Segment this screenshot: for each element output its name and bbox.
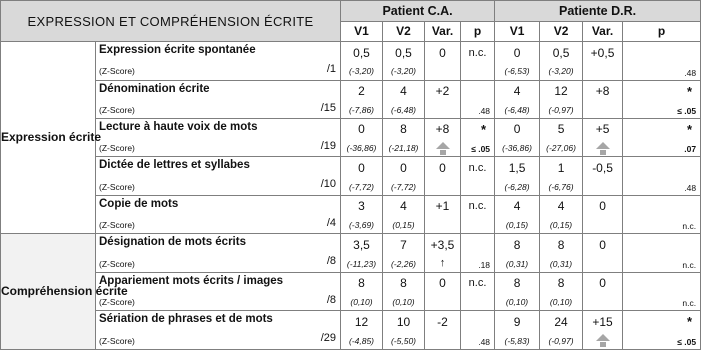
ca-v1-value: 12: [341, 311, 383, 333]
ca-z1-zscore: (-7,86): [341, 102, 383, 119]
ca-v1-value: 2: [341, 80, 383, 102]
ca-z2-zscore: (0,15): [383, 217, 425, 234]
increase-arrow-icon: [583, 140, 623, 157]
dr-v2-value: 1: [540, 157, 583, 179]
task-label: Lecture à haute voix de mots: [99, 120, 258, 133]
empty-cell: [425, 217, 461, 234]
dr-p-value: [623, 272, 701, 294]
task-label: Dictée de lettres et syllabes: [99, 159, 250, 172]
empty-cell: [425, 294, 461, 311]
empty-cell: [583, 255, 623, 272]
dr-p-value: *: [623, 118, 701, 140]
ca-var-value: +2: [425, 80, 461, 102]
ca-v2-value: 4: [383, 195, 425, 217]
ca-v1-value: 8: [341, 272, 383, 294]
max-score: /15: [320, 101, 336, 114]
dr-z2-zscore: (-0,97): [540, 332, 583, 349]
ca-z2-zscore: (-6,48): [383, 102, 425, 119]
dr-v2-value: 8: [540, 234, 583, 256]
ca-var-value: 0: [425, 42, 461, 64]
table-title: EXPRESSION ET COMPRÉHENSION ÉCRITE: [1, 1, 341, 42]
ca-p-value: n.c.: [461, 42, 495, 64]
col-v2-ca: V2: [383, 21, 425, 42]
ca-p-sub-value: [461, 217, 495, 234]
col-var-dr: Var.: [583, 21, 623, 42]
max-score: /8: [326, 293, 336, 306]
empty-cell: [425, 102, 461, 119]
zscore-label: (Z-Score): [99, 66, 135, 77]
dr-v1-value: 9: [495, 311, 540, 333]
task-label: Copie de mots: [99, 197, 179, 210]
ca-p-sub-value: .48: [461, 332, 495, 349]
col-v1-dr: V1: [495, 21, 540, 42]
dr-z1-zscore: (0,10): [495, 294, 540, 311]
max-score: /29: [320, 332, 336, 345]
max-score: /10: [320, 178, 336, 191]
ca-p-sub-value: ≤ .05: [461, 140, 495, 157]
ca-v1-value: 3,5: [341, 234, 383, 256]
ca-v2-value: 0,5: [383, 42, 425, 64]
patient-ca-header: Patient C.A.: [341, 1, 495, 22]
dr-z2-zscore: (-27,06): [540, 140, 583, 157]
dr-var-value: +5: [583, 118, 623, 140]
dr-p-sub-value: n.c.: [623, 217, 701, 234]
zscore-label: (Z-Score): [99, 181, 135, 192]
ca-v2-value: 8: [383, 272, 425, 294]
empty-cell: [425, 332, 461, 349]
ca-z1-zscore: (-3,69): [341, 217, 383, 234]
empty-cell: [583, 178, 623, 195]
dr-z1-zscore: (0,15): [495, 217, 540, 234]
dr-z1-zscore: (-6,28): [495, 178, 540, 195]
ca-p-sub-value: .18: [461, 255, 495, 272]
task-label: Expression écrite spontanée: [99, 44, 256, 57]
ca-var-value: +3,5: [425, 234, 461, 256]
zscore-label: (Z-Score): [99, 220, 135, 231]
ca-p-sub-value: [461, 63, 495, 80]
empty-cell: [583, 102, 623, 119]
dr-p-sub-value: .07: [623, 140, 701, 157]
increase-arrow-icon: [583, 332, 623, 349]
zscore-label: (Z-Score): [99, 335, 135, 346]
ca-p-value: n.c.: [461, 272, 495, 294]
ca-p-value: [461, 234, 495, 256]
dr-z2-zscore: (0,10): [540, 294, 583, 311]
ca-v1-value: 0: [341, 157, 383, 179]
ca-v2-value: 8: [383, 118, 425, 140]
dr-v1-value: 8: [495, 272, 540, 294]
ca-var-value: -2: [425, 311, 461, 333]
dr-p-value: [623, 42, 701, 64]
dr-p-value: [623, 195, 701, 217]
dr-v1-value: 8: [495, 234, 540, 256]
dr-v1-value: 1,5: [495, 157, 540, 179]
dr-p-sub-value: .48: [623, 63, 701, 80]
dr-v1-value: 0: [495, 118, 540, 140]
patient-dr-header: Patiente D.R.: [495, 1, 701, 22]
ca-z1-zscore: (-3,20): [341, 63, 383, 80]
max-score: /1: [326, 63, 336, 76]
dr-v2-value: 4: [540, 195, 583, 217]
dr-z2-zscore: (0,15): [540, 217, 583, 234]
increase-arrow-icon: [425, 140, 461, 157]
col-v2-dr: V2: [540, 21, 583, 42]
ca-z2-zscore: (0,10): [383, 294, 425, 311]
ca-v1-value: 0: [341, 118, 383, 140]
dr-v1-value: 0: [495, 42, 540, 64]
dr-p-value: *: [623, 311, 701, 333]
ca-var-value: 0: [425, 157, 461, 179]
ca-z2-zscore: (-5,50): [383, 332, 425, 349]
ca-v1-value: 3: [341, 195, 383, 217]
dr-z1-zscore: (-36,86): [495, 140, 540, 157]
col-p-dr: p: [623, 21, 701, 42]
ca-v2-value: 4: [383, 80, 425, 102]
empty-cell: [583, 217, 623, 234]
dr-z2-zscore: (0,31): [540, 255, 583, 272]
dr-z2-zscore: (-0,97): [540, 102, 583, 119]
task-label: Sériation de phrases et de mots: [99, 313, 273, 326]
ca-p-sub-value: .48: [461, 102, 495, 119]
ca-p-value: [461, 311, 495, 333]
dr-p-sub-value: .48: [623, 178, 701, 195]
dr-p-value: [623, 157, 701, 179]
ca-v2-value: 7: [383, 234, 425, 256]
ca-v2-value: 10: [383, 311, 425, 333]
zscore-label: (Z-Score): [99, 297, 135, 308]
dr-v1-value: 4: [495, 80, 540, 102]
empty-cell: [583, 63, 623, 80]
col-v1-ca: V1: [341, 21, 383, 42]
dr-v2-value: 0,5: [540, 42, 583, 64]
ca-z2-zscore: (-21,18): [383, 140, 425, 157]
dr-p-value: [623, 234, 701, 256]
dr-p-sub-value: n.c.: [623, 255, 701, 272]
dr-v2-value: 24: [540, 311, 583, 333]
dr-p-sub-value: ≤ .05: [623, 332, 701, 349]
dr-v2-value: 5: [540, 118, 583, 140]
empty-cell: [425, 178, 461, 195]
ca-z1-zscore: (-4,85): [341, 332, 383, 349]
ca-z2-zscore: (-3,20): [383, 63, 425, 80]
col-var-ca: Var.: [425, 21, 461, 42]
ca-p-value: n.c.: [461, 195, 495, 217]
zscore-label: (Z-Score): [99, 143, 135, 154]
ca-z1-zscore: (-11,23): [341, 255, 383, 272]
ca-var-value: +8: [425, 118, 461, 140]
dr-v2-value: 12: [540, 80, 583, 102]
dr-var-value: 0: [583, 272, 623, 294]
dr-var-value: -0,5: [583, 157, 623, 179]
thin-up-arrow-icon: ↑: [425, 255, 461, 272]
dr-z1-zscore: (-5,83): [495, 332, 540, 349]
ca-z2-zscore: (-7,72): [383, 178, 425, 195]
max-score: /19: [320, 139, 336, 152]
dr-p-sub-value: ≤ .05: [623, 102, 701, 119]
ca-p-value: n.c.: [461, 157, 495, 179]
dr-z1-zscore: (0,31): [495, 255, 540, 272]
ca-p-value: [461, 80, 495, 102]
task-label: Dénomination écrite: [99, 82, 210, 95]
ca-z2-zscore: (-2,26): [383, 255, 425, 272]
ca-z1-zscore: (-7,72): [341, 178, 383, 195]
dr-var-value: +0,5: [583, 42, 623, 64]
empty-cell: [583, 294, 623, 311]
empty-cell: [425, 63, 461, 80]
dr-var-value: 0: [583, 234, 623, 256]
dr-v1-value: 4: [495, 195, 540, 217]
ca-var-value: +1: [425, 195, 461, 217]
ca-z1-zscore: (-36,86): [341, 140, 383, 157]
dr-z2-zscore: (-6,76): [540, 178, 583, 195]
zscore-label: (Z-Score): [99, 104, 135, 115]
dr-z1-zscore: (-6,48): [495, 102, 540, 119]
ca-p-value: *: [461, 118, 495, 140]
dr-var-value: +8: [583, 80, 623, 102]
dr-var-value: +15: [583, 311, 623, 333]
task-label: Désignation de mots écrits: [99, 236, 246, 249]
dr-var-value: 0: [583, 195, 623, 217]
max-score: /8: [326, 255, 336, 268]
dr-z2-zscore: (-3,20): [540, 63, 583, 80]
ca-p-sub-value: [461, 294, 495, 311]
max-score: /4: [326, 216, 336, 229]
ca-var-value: 0: [425, 272, 461, 294]
col-p-ca: p: [461, 21, 495, 42]
ca-z1-zscore: (0,10): [341, 294, 383, 311]
dr-p-sub-value: n.c.: [623, 294, 701, 311]
dr-p-value: *: [623, 80, 701, 102]
ca-p-sub-value: [461, 178, 495, 195]
group-comprehension-ecrite: Compréhension écrite: [1, 234, 96, 350]
ca-v2-value: 0: [383, 157, 425, 179]
zscore-label: (Z-Score): [99, 258, 135, 269]
dr-v2-value: 8: [540, 272, 583, 294]
ca-v1-value: 0,5: [341, 42, 383, 64]
dr-z1-zscore: (-6,53): [495, 63, 540, 80]
group-expression-ecrite: Expression écrite: [1, 42, 96, 234]
task-label: Appariement mots écrits / images: [99, 274, 284, 287]
